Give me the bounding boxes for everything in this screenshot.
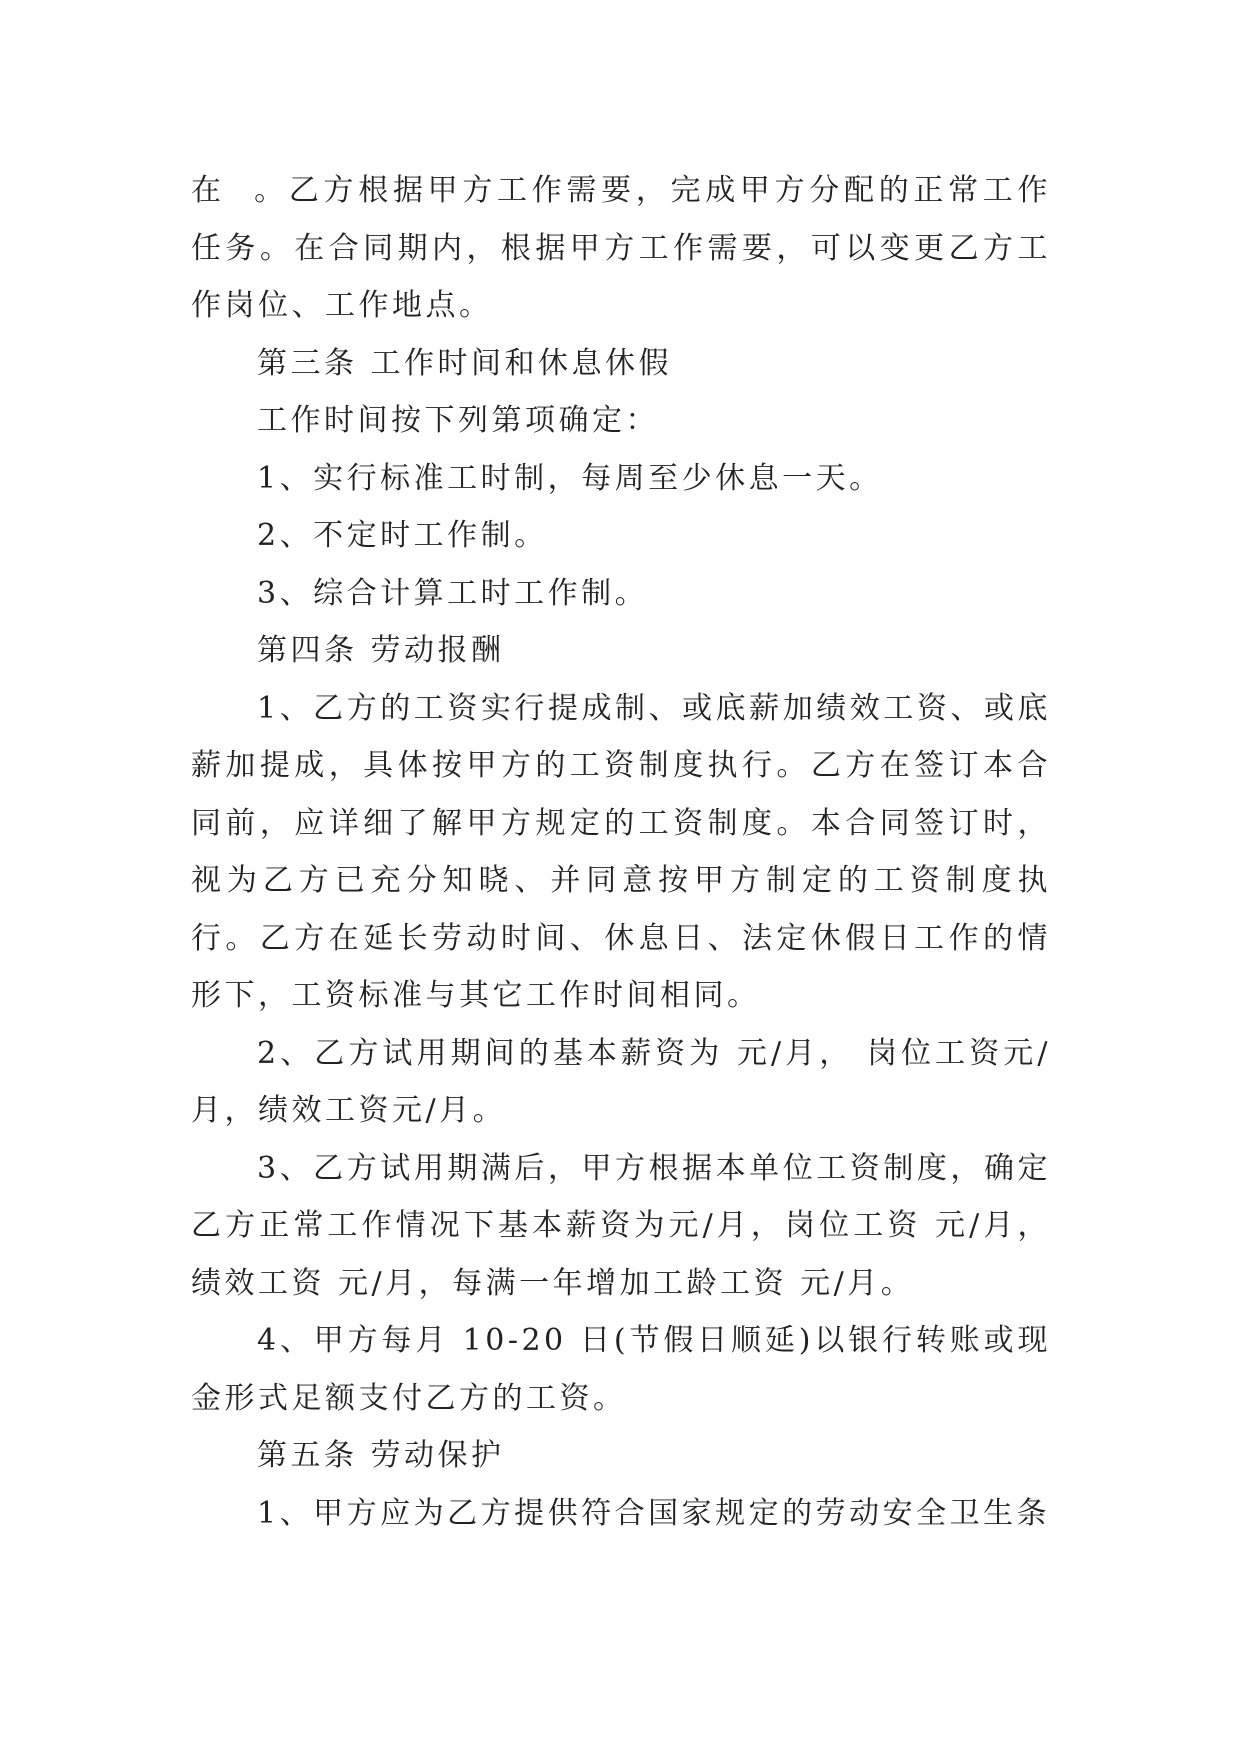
paragraph-probation-salary: 2、乙方试用期间的基本薪资为 元/月， 岗位工资元/月，绩效工资元/月。 bbox=[191, 1035, 1051, 1128]
paragraph-payment-date: 4、甲方每月 10-20 日(节假日顺延)以银行转账或现金形式足额支付乙方的工资。 bbox=[191, 1323, 1051, 1416]
paragraph-salary-system: 1、乙方的工资实行提成制、或底薪加绩效工资、或底薪加提成，具体按甲方的工资制度执行。乙方在签订本合同前，应详细了解甲方规定的工资制度。本合同签订时，视为乙方已充分知晓、并同意按甲方制定的工资制度执行。乙方在延长劳动时间、休息日、法定休假日工作的情形下，工资标准与其它工作时间相同。 bbox=[191, 690, 1051, 1013]
heading-article-3: 第三条 工作时间和休息休假 bbox=[257, 345, 673, 381]
list-item-standard-hours: 1、实行标准工时制，每周至少休息一天。 bbox=[257, 460, 883, 496]
list-item-flexible-hours: 2、不定时工作制。 bbox=[257, 518, 548, 553]
document-page bbox=[191, 162, 1051, 1542]
paragraph-job-duties: 在 。乙方根据甲方工作需要，完成甲方分配的正常工作任务。在合同期内，根据甲方工作需要，可以变更乙方工作岗位、工作地点。 bbox=[191, 173, 1051, 323]
paragraph-labor-safety: 1、甲方应为乙方提供符合国家规定的劳动安全卫生条 bbox=[257, 1495, 1051, 1531]
list-item-comprehensive-hours: 3、综合计算工时工作制。 bbox=[257, 575, 649, 611]
heading-article-5: 第五条 劳动保护 bbox=[257, 1438, 505, 1473]
paragraph-regular-salary: 3、乙方试用期满后，甲方根据本单位工资制度，确定乙方正常工作情况下基本薪资为元/月，岗位工资 元/月，绩效工资 元/月，每满一年增加工龄工资 元/月。 bbox=[191, 1150, 1051, 1301]
paragraph-work-hours-intro: 工作时间按下列第项确定： bbox=[257, 403, 659, 438]
heading-article-4: 第四条 劳动报酬 bbox=[257, 633, 505, 668]
